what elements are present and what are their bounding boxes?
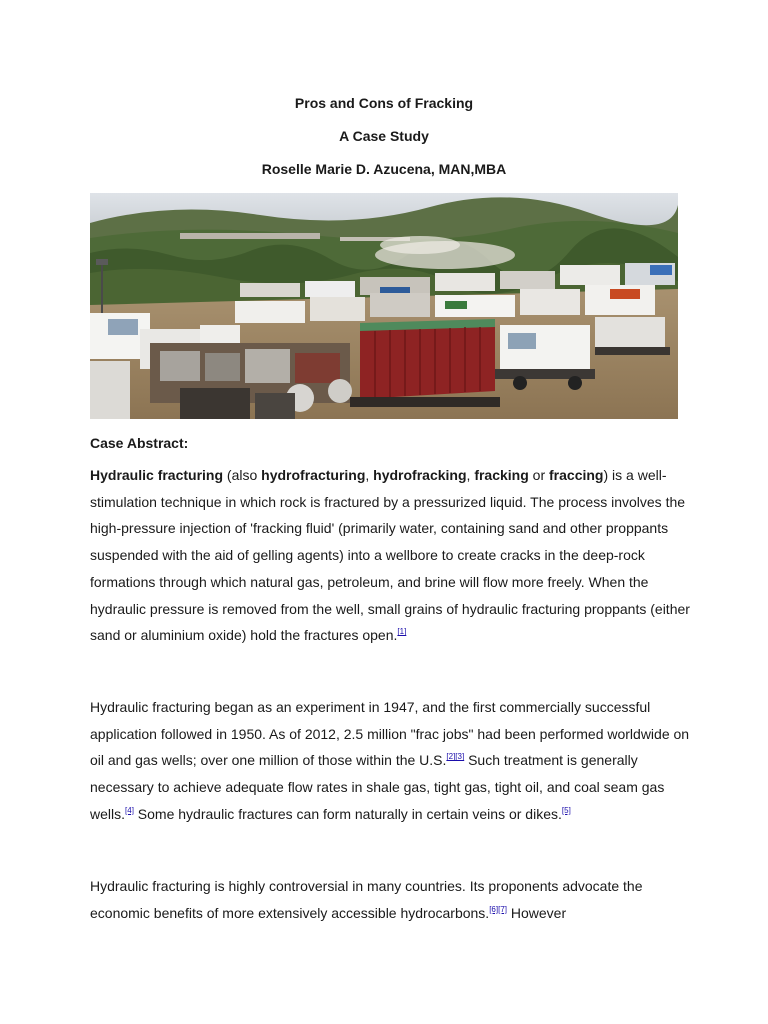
citation-link[interactable]: [4]: [125, 805, 134, 815]
text-span: Some hydraulic fractures can form naturally in certain veins or dikes.: [133, 805, 562, 822]
case-abstract-heading: Case Abstract:: [90, 435, 189, 451]
text-span: or: [528, 467, 550, 483]
term-hydrofracturing: hydrofracturing: [261, 467, 366, 483]
term-fracking: fracking: [474, 467, 529, 483]
term-hydrofracking: hydrofracking: [373, 467, 467, 483]
text-span: Hydraulic fracturing is highly controversial in many countries. Its proponents advocate the economic benefits of more extensively accessible hydrocarbons.: [90, 878, 643, 921]
text-span: Such treatment is generally necessary to achieve adequate flow rates in shale gas, tight gas, tight oil, and coal seam gas wells.: [90, 752, 665, 822]
text-span: ) is a well-stimulation technique in which rock is fractured by a pressurized liquid. The process involves the high-pressure injection of 'fracking fluid' (primarily water, containing sand and other proppants suspended with the aid of gelling agents) into a wellbore to create cracks in the deep-rock formations through which natural gas, petroleum, and brine will flow more freely. When the hydraulic pressure is removed from the well, small grains of hydraulic fracturing proppants (either sand or aluminium oxide) hold the fractures open.: [90, 467, 690, 644]
document-title: Pros and Cons of Fracking: [294, 95, 474, 111]
citation-link[interactable]: [1]: [397, 627, 407, 637]
term-hydraulic-fracturing: Hydraulic fracturing: [90, 467, 224, 483]
abstract-paragraph-2: [90, 694, 690, 828]
citation-link[interactable]: [6][7]: [489, 904, 507, 914]
document-subtitle: A Case Study: [339, 128, 429, 144]
term-fraccing: fraccing: [549, 467, 604, 483]
fracking-site-photo: [90, 193, 678, 419]
abstract-paragraph-3: [90, 873, 690, 926]
text-span: ,: [466, 467, 475, 483]
text-span: (also: [223, 467, 262, 483]
citation-link[interactable]: [2][3]: [446, 752, 465, 762]
citation-link[interactable]: [5]: [561, 805, 571, 815]
text-span: However: [507, 904, 567, 921]
text-span: Hydraulic fracturing began as an experiment in 1947, and the first commercially successful application followed in 1950. As of 2012, 2.5 million "frac jobs" had been performed worldwide on oil and gas wells; over one million of those within the U.S.: [90, 699, 690, 769]
document-author: Roselle Marie D. Azucena, MAN,MBA: [261, 161, 507, 177]
text-span: ,: [365, 467, 374, 483]
abstract-paragraph-1: [90, 462, 690, 649]
